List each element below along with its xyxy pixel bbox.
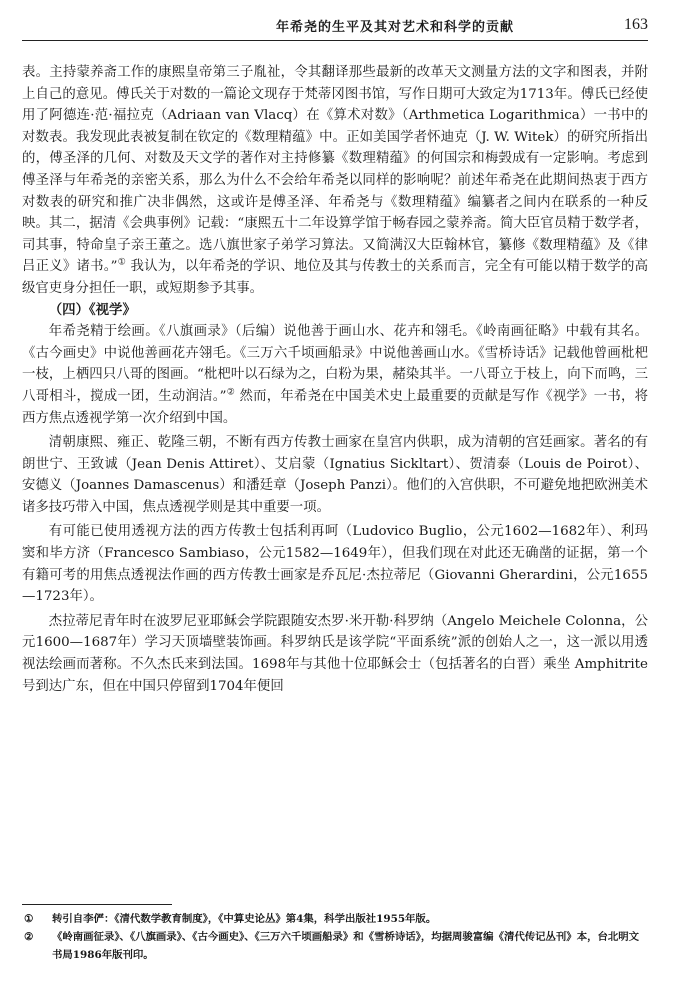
footnote: [22, 910, 648, 928]
page-body: [22, 62, 648, 697]
running-title: 年希尧的生平及其对艺术和科学的贡献: [275, 19, 514, 35]
footnote-mark: ②: [24, 931, 34, 943]
paragraph-text: 年希尧精于绘画。《八旗画录》（后编）说他善于画山水、花卉和翎毛。《岭南画征略》中载有其名。《古今画史》中说他善画花卉翎毛。《三万六千顷画船录》中说他善画山水。《雪桥诗话》记载他曾画枇杷一枝，上栖四只八哥的图画。“枇杷叶以石绿为之，白粉为果，赭染其半。一八哥立于枝上，向下而鸣，三八哥相斗，搅成一团，生动润洁。”: [22, 324, 648, 404]
paragraph-continued: [22, 62, 648, 300]
footnote-text: 转引自李俨：《清代数学教育制度》，《中算史论丛》第4集，科学出版社1955年版。: [52, 913, 437, 925]
paragraph-tail: 我认为，以年希尧的学识、地位及其与传教士的关系而言，完全有可能以精于数学的高级官吏身分担任一职，或短期参予其事。: [22, 259, 648, 296]
paragraph-gherardini: 杰拉蒂尼青年时在波罗尼亚耶稣会学院跟随安杰罗·米开勒·科罗纳（Angelo Meichele Colonna，公元1600—1687年）学习天顶墙壁装饰画。科罗纳氏是该学院“平面系统”派的创始人之一，这一派以用透视法绘画而著称。不久杰氏来到法国。1698年与其他十位耶稣会士（包括著名的白晋）乘坐 Amphitrite 号到达广东，但在中国只停留到1704年便回: [22, 613, 648, 694]
paragraph-perspective: 有可能已使用透视方法的西方传教士包括利再呵（Ludovico Buglio，公元1602—1682年）、利玛窦和毕方济（Francesco Sambiaso，公元1582—1649年），但我们现在对此还无确凿的证据，第一个有籍可考的用焦点透视法作画的西方传教士画家是乔瓦尼·杰拉蒂尼（Giovanni Gherardini，公元1655—1723年）。: [22, 524, 648, 605]
running-header: [22, 14, 648, 36]
footnotes: [22, 910, 648, 964]
paragraph-tail: 然而，年希尧在中国美术史上最重要的贡献是写作《视学》一书，将西方焦点透视学第一次介绍到中国。: [22, 388, 648, 426]
footnote-text: 《岭南画征录》、《八旗画录》、《古今画史》、《三万六千顷画船录》和《雪桥诗话》，均据周骏富编《清代传记丛刊》本，台北明文书局1986年版刊印。: [52, 931, 640, 961]
paragraph-court-painters: 清朝康熙、雍正、乾隆三朝，不断有西方传教士画家在皇宫内供职，成为清朝的宫廷画家。著名的有朗世宁、王致诚（Jean Denis Attiret）、艾启蒙（Ignatius Sickltart）、贺清泰（Louis de Poirot）、安德义（Joannes Damascenus）和潘廷章（Joseph Panzi）。他们的入宫供职，不可避免地把欧洲美术诸多技巧带入中国，焦点透视学则是其中重要一项。: [22, 435, 648, 515]
section-heading: （四）《视学》: [48, 301, 136, 318]
header-rule: [22, 40, 648, 41]
footnote-rule: [22, 904, 172, 905]
footnote-ref[interactable]: ②: [226, 387, 236, 398]
page-number: 163: [624, 16, 648, 33]
paragraph-painting: [22, 321, 648, 429]
footnote: [22, 928, 648, 964]
footnote-ref[interactable]: ①: [117, 257, 127, 268]
paragraph-text: 表。主持蒙养斋工作的康熙皇帝第三子胤祉，令其翻译那些最新的改革天文测量方法的文字和图表，并附上自己的意见。傅氏关于对数的一篇论文现存于梵蒂冈图书馆，写作日期可大致定为1713年。傅氏已经使用了阿德连·范·福拉克（Adriaan van Vlacq）在《算术对数》（Arthmetica Logarithmica）一书中的对数表。我发现此表被复制在钦定的《数理精蕴》中。正如美国学者怀迪克（J. W. Witek）的研究所指出的，傅圣泽的几何、对数及天文学的著作对主持修纂《数理精蕴》的何国宗和梅瑴成有一定影响。考虑到傅圣泽与年希尧的亲密关系，那么为什么不会给年希尧以同样的影响呢？前述年希尧在此期间热衷于西方对数表的研究和推广决非偶然，这或许是傅圣泽、年希尧与《数理精蕴》编纂者之间内在联系的一种反映。其二，据清《会典事例》记载：“康熙五十二年设算学馆于畅春园之蒙养斋。简大臣官员精于数学者，司其事，特命皇子亲王董之。选八旗世家子弟学习算法。又简满汉大臣翰林官，纂修《数理精蕴》及《律吕正义》诸书。”: [22, 65, 648, 275]
footnote-mark: ①: [24, 913, 34, 925]
